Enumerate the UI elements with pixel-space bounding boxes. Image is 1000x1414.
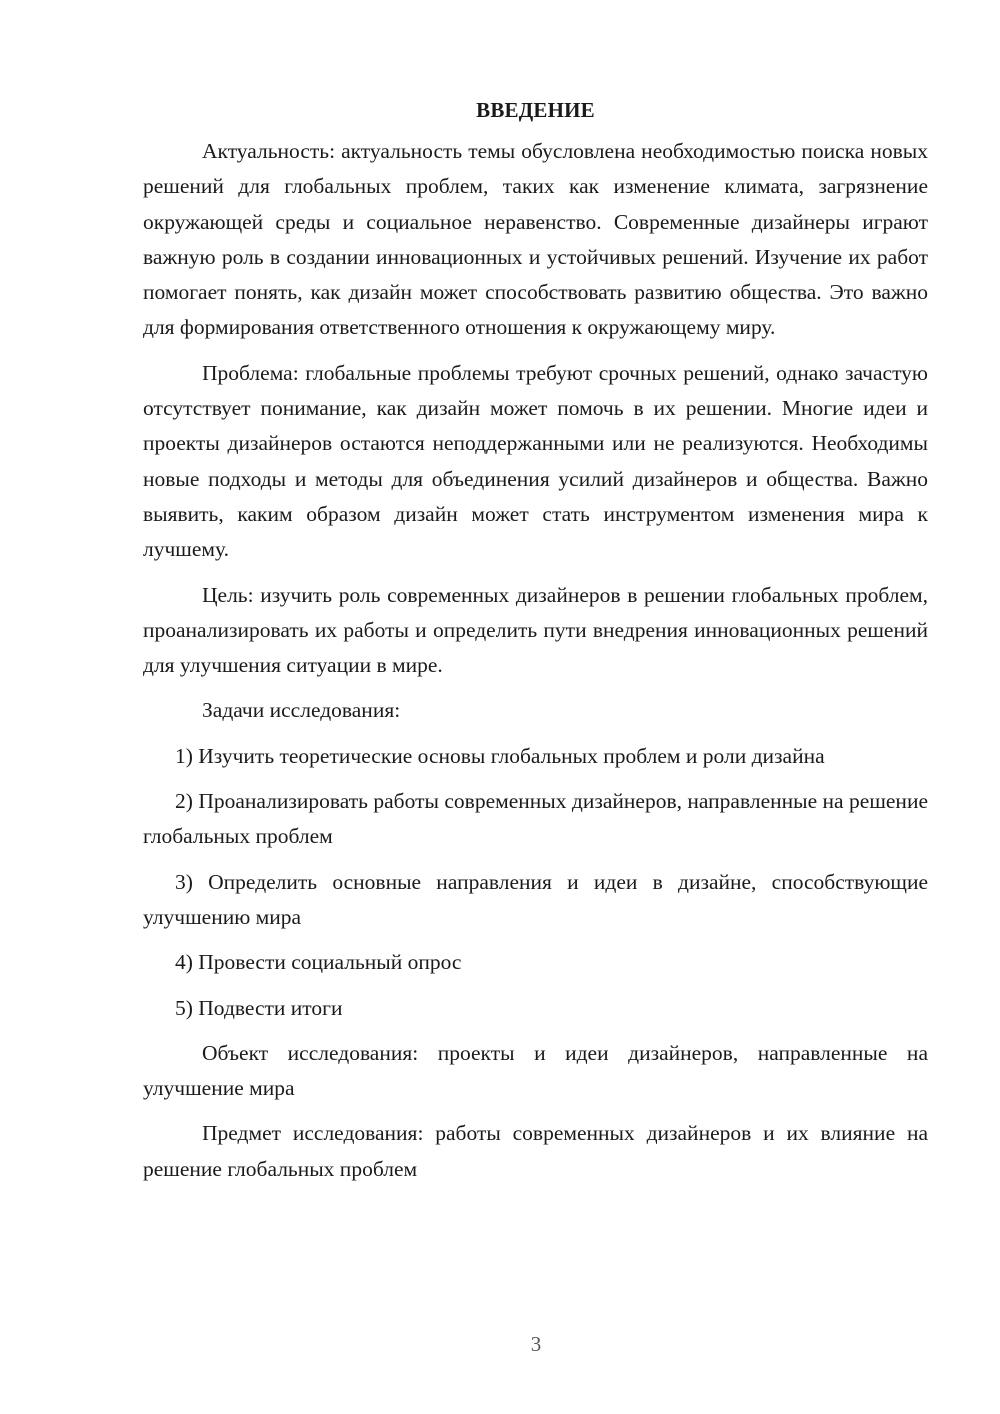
section-title: ВВЕДЕНИЕ	[476, 98, 595, 122]
paragraph-subject: Предмет исследования: работы современных дизайнеров и их влияние на решение глобальных проблем	[143, 1121, 928, 1181]
task-item-5: 5) Подвести итоги	[175, 995, 343, 1020]
paragraph-problem: Проблема: глобальные проблемы требуют срочных решений, однако зачастую отсутствует понимание, как дизайн может помочь в их решении. Многие идеи и проекты дизайнеров остаются неподдержанными или не реализуются. Необходимы новые подходы и методы для объединения усилий дизайнеров и общества. Важно выявить, каким образом дизайн может стать инструментом изменения мира к лучшему.	[143, 360, 928, 562]
task-item-1: 1) Изучить теоретические основы глобальных проблем и роли дизайна	[175, 743, 825, 768]
task-item-4: 4) Провести социальный опрос	[175, 950, 462, 975]
tasks-heading: Задачи исследования:	[202, 698, 401, 723]
paragraph-object: Объект исследования: проекты и идеи дизайнеров, направленные на улучшение мира	[143, 1040, 928, 1101]
paragraph-relevance: Актуальность: актуальность темы обусловлена необходимостью поиска новых решений для глобальных проблем, таких как изменение климата, загрязнение окружающей среды и социальное неравенство. Современные дизайнеры играют важную роль в создании инновационных и устойчивых решений. Изучение их работ помогает понять, как дизайн может способствовать развитию общества. Это важно для формирования ответственного отношения к окружающему миру.	[143, 139, 928, 340]
task-item-3: 3) Определить основные направления и идеи в дизайне, способствующие улучшению мира	[143, 869, 928, 929]
document-page	[143, 95, 928, 1197]
page-number: 3	[530, 1332, 542, 1356]
task-item-2: 2) Проанализировать работы современных дизайнеров, направленные на решение глобальных проблем	[143, 789, 928, 849]
paragraph-goal: Цель: изучить роль современных дизайнеров в решении глобальных проблем, проанализировать их работы и определить пути внедрения инновационных решений для улучшения ситуации в мире.	[143, 582, 928, 678]
